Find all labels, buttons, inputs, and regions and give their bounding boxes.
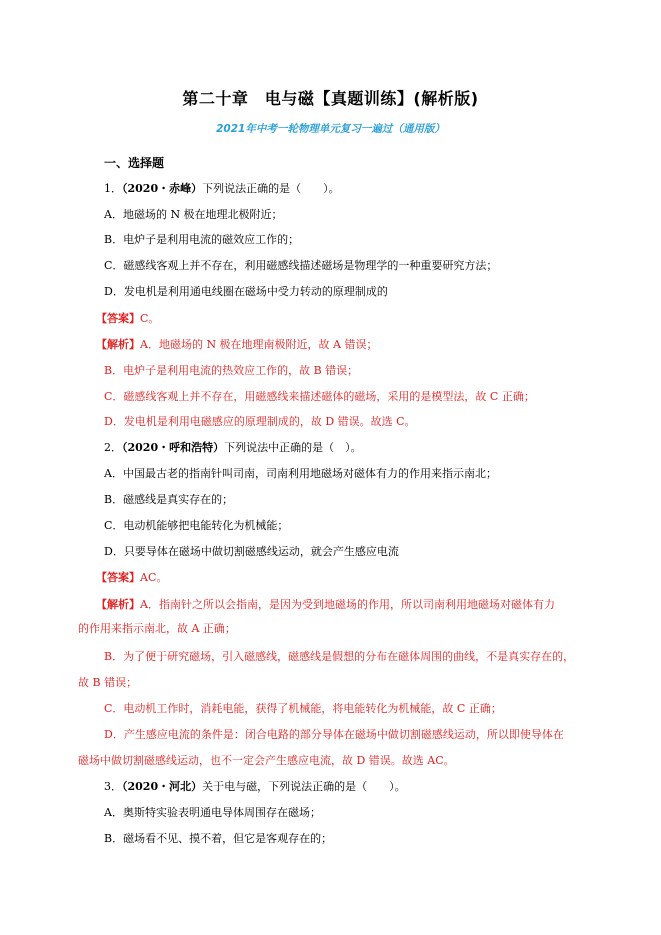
question-2-analysis-line-6: D．产生感应电流的条件是：闭合电路的部分导体在磁场中做切割磁感线运动，所以即使导体在	[104, 728, 564, 741]
question-2-answer	[96, 571, 167, 585]
question-1-analysis-line-1: 【解析】A．地磁场的 N 极在地理南极附近，故 A 错误；	[96, 338, 378, 351]
question-source: （2020・赤峰）	[122, 182, 203, 195]
document-subtitle: 2021年中考一轮物理单元复习一遍过（通用版）	[216, 123, 445, 135]
question-1-stem	[104, 182, 340, 196]
question-3-option-a: A．奥斯特实验表明通电导体周围存在磁场；	[104, 806, 321, 819]
question-2-analysis-line-4: 故 B 错误；	[78, 676, 138, 689]
question-3-stem	[104, 780, 406, 794]
question-2-option-a: A．中国最古老的指南针叫司南，司南利用地磁场对磁体有力的作用来指示南北；	[104, 467, 497, 480]
question-1-option-d: D．发电机是利用通电线圈在磁场中受力转动的原理制成的	[104, 285, 388, 298]
question-1-analysis-line-2: B．电炉子是利用电流的热效应工作的，故 B 错误；	[104, 364, 359, 377]
question-number: 1．	[104, 182, 122, 195]
question-3-option-b: B．磁场看不见、摸不着，但它是客观存在的；	[104, 832, 333, 845]
question-text: 关于电与磁，下列说法正确的是（ ）。	[202, 780, 406, 793]
analysis-tag: 【解析】	[96, 598, 140, 611]
question-2-analysis-line-3: B．为了便于研究磁场，引入磁感线，磁感线是假想的分布在磁体周围的曲线，不是真实存在的，	[104, 650, 575, 663]
answer-value: C。	[140, 312, 160, 325]
question-1-analysis-line-3: C．磁感线客观上并不存在，用磁感线来描述磁体的磁场，采用的是模型法，故 C 正确；	[104, 390, 535, 403]
question-1-option-c: C．磁感线客观上并不存在，利用磁感线描述磁场是物理学的一种重要研究方法；	[104, 259, 498, 272]
question-2-option-d: D．只要导体在磁场中做切割磁感线运动，就会产生感应电流	[104, 545, 399, 558]
question-1-option-a: A．地磁场的 N 极在地理北极附近；	[104, 208, 283, 221]
analysis-tag: 【解析】	[96, 338, 140, 351]
question-source: （2020・河北）	[122, 780, 203, 793]
question-1-analysis-line-4: D．发电机是利用电磁感应的原理制成的，故 D 错误。故选 C。	[104, 415, 416, 428]
question-2-analysis-line-1: 【解析】A．指南针之所以会指南，是因为受到地磁场的作用，所以司南利用地磁场对磁体有力	[96, 598, 555, 611]
section-heading: 一、选择题	[104, 156, 165, 170]
question-1-option-b: B．电炉子是利用电流的磁效应工作的；	[104, 233, 300, 246]
question-2-stem	[104, 441, 362, 455]
question-source: （2020・呼和浩特）	[122, 441, 225, 454]
answer-value: AC。	[140, 571, 168, 584]
question-2-analysis-line-7: 磁场中做切割磁感线运动，也不一定会产生感应电流，故 D 错误。故选 AC。	[78, 754, 455, 767]
answer-tag: 【答案】	[96, 571, 140, 584]
question-2-option-b: B．磁感线是真实存在的；	[104, 493, 234, 506]
question-text: 下列说法正确的是（ ）。	[202, 182, 340, 195]
question-2-analysis-line-2: 的作用来指示南北，故 A 正确；	[78, 622, 236, 635]
answer-tag: 【答案】	[96, 312, 140, 325]
document-title: 第二十章 电与磁【真题训练】(解析版)	[182, 89, 479, 108]
question-number: 3．	[104, 780, 122, 793]
question-text: 下列说法中正确的是（ ）。	[224, 441, 362, 454]
question-number: 2．	[104, 441, 122, 454]
question-2-option-c: C．电动机能够把电能转化为机械能；	[104, 519, 289, 532]
question-1-answer	[96, 312, 159, 326]
question-2-analysis-line-5: C．电动机工作时，消耗电能，获得了机械能，将电能转化为机械能，故 C 正确；	[104, 702, 502, 715]
